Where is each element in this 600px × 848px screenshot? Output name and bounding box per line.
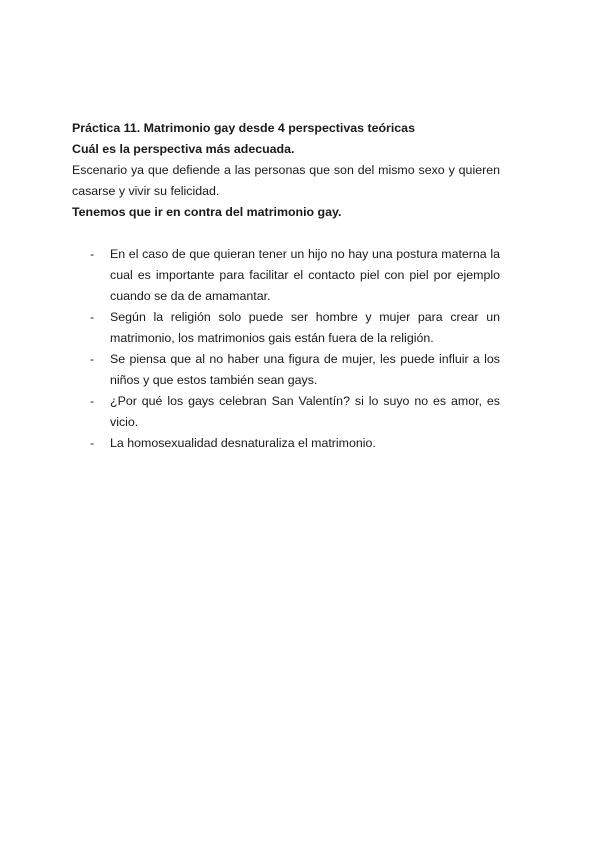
bullet-text: ¿Por qué los gays celebran San Valentín? si lo suyo no es amor, es vicio. [110, 394, 500, 429]
document-subtitle: Cuál es la perspectiva más adecuada. [72, 142, 295, 156]
statement-heading: Tenemos que ir en contra del matrimonio gay. [72, 205, 342, 219]
bullet-text: Según la religión solo puede ser hombre y mujer para crear un matrimonio, los matrimonios gais están fuera de la religión. [110, 310, 500, 345]
spacer [72, 223, 500, 244]
list-item [72, 307, 500, 349]
document-body [72, 118, 500, 454]
bullet-dash: - [90, 247, 95, 261]
list-item [72, 349, 500, 391]
bullet-text: La homosexualidad desnaturaliza el matrimonio. [110, 436, 376, 450]
bullet-dash: - [90, 436, 95, 450]
bullet-list [72, 244, 500, 454]
bullet-text: En el caso de que quieran tener un hijo no hay una postura materna la cual es importante para facilitar el contacto piel con piel por ejemplo cuando se da de amamantar. [110, 247, 500, 303]
bullet-dash: - [90, 310, 95, 324]
bullet-dash: - [90, 394, 95, 408]
bullet-dash: - [90, 352, 95, 366]
list-item [72, 244, 500, 307]
list-item [72, 391, 500, 433]
list-item [72, 433, 500, 454]
bullet-text: Se piensa que al no haber una figura de mujer, les puede influir a los niños y que estos también sean gays. [110, 352, 500, 387]
document-title: Práctica 11. Matrimonio gay desde 4 perspectivas teóricas [72, 121, 415, 135]
intro-paragraph: Escenario ya que defiende a las personas que son del mismo sexo y quieren casarse y vivir su felicidad. [72, 163, 500, 198]
